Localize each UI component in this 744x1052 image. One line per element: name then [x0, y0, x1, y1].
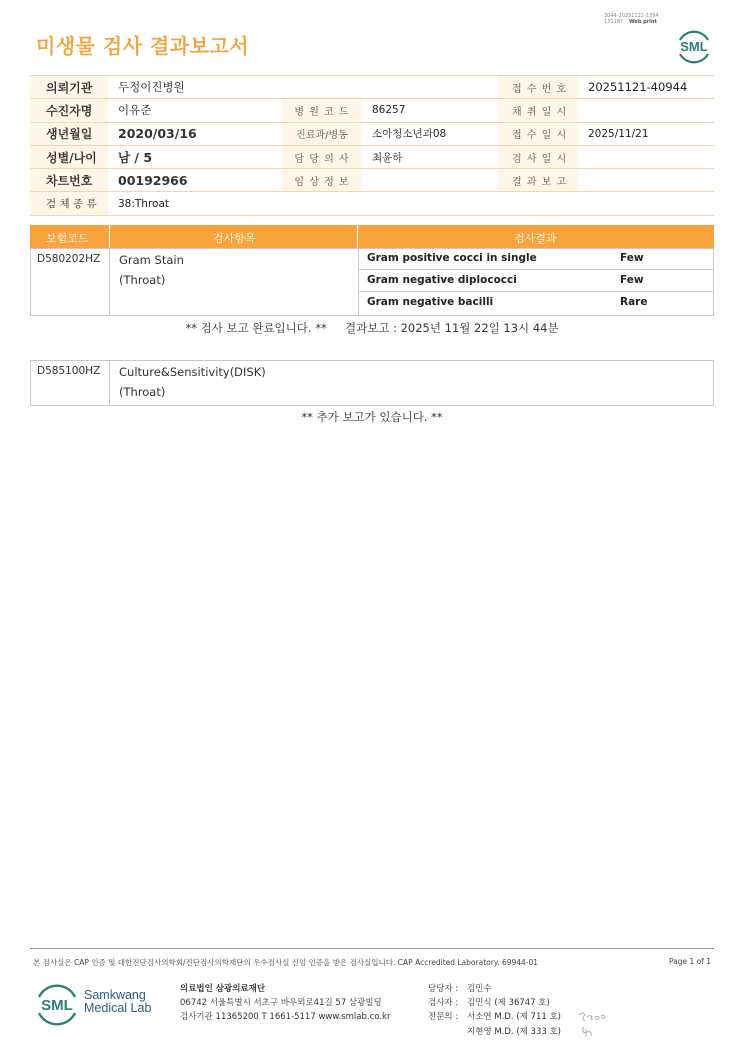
value-sex-age: 남 / 5	[108, 145, 282, 168]
label-accession-no: 접 수 번 호	[498, 76, 578, 99]
brand-line1: Samkwang	[84, 988, 146, 1002]
staff-name: 지현영 M.D. (제 333 호)	[467, 1027, 562, 1037]
label-doctor: 담 당 의 사	[282, 145, 362, 168]
value-hospital-code: 86257	[362, 99, 498, 122]
staff-name: 김민식 (제 36747 호)	[467, 998, 550, 1008]
info-row	[30, 122, 714, 145]
org-address: 06742 서울특별시 서초구 바우뫼로41길 57 삼광빌딩	[180, 998, 382, 1008]
web-print-label: Web print	[629, 19, 657, 25]
value-patient-name: 이유준	[108, 99, 282, 122]
value-requesting-org: 두정이진병원	[108, 76, 282, 99]
value-chart-no: 00192966	[108, 169, 282, 192]
logo-text: SML	[680, 39, 708, 54]
accreditation-text: 본 검사실은 CAP 인증 및 대한진단검사의학회/진단검사의학재단의 우수검사실 신임 인증을 받은 검사실입니다. CAP Accredited Laboratory. 69944-01	[33, 958, 539, 967]
label-requesting-org: 의뢰기관	[30, 76, 108, 99]
label-clinical-info: 임 상 정 보	[282, 169, 362, 192]
staff-role: 검사자 :	[428, 998, 459, 1008]
sml-logo-icon	[674, 26, 714, 66]
label-department: 진료과/병동	[282, 122, 362, 145]
test2-report-note: ** 추가 보고가 있습니다. **	[301, 410, 443, 424]
print-info	[604, 13, 659, 25]
org-name: 의료법인 삼광의료재단	[180, 984, 266, 994]
label-test-date: 검 사 일 시	[498, 145, 578, 168]
signature-icon	[575, 1007, 609, 1041]
header-test-result: 검사결과	[514, 232, 557, 245]
result-name: Gram negative diplococci	[367, 274, 517, 286]
info-row	[30, 99, 714, 122]
label-birth-date: 생년월일	[30, 122, 108, 145]
label-collection-date: 채 취 일 시	[498, 99, 578, 122]
value-clinical-info	[362, 169, 498, 192]
info-row	[30, 76, 714, 99]
result-name: Gram positive cocci in single	[367, 252, 537, 264]
result-value: Few	[620, 274, 644, 286]
result-row	[358, 292, 714, 313]
print-id-line1: 3044-20251122-1354	[604, 13, 659, 19]
org-contact: 검사기관 11365200 T 1661-5117 www.smlab.co.kr	[180, 1012, 391, 1022]
result-row	[358, 270, 714, 292]
label-sex-age: 성별/나이	[30, 145, 108, 168]
header-insurance-code: 보험코드	[46, 232, 89, 245]
value-doctor: 최윤하	[362, 145, 498, 168]
result-name: Gram negative bacilli	[367, 296, 494, 308]
page-number: Page 1 of 1	[669, 957, 712, 966]
patient-info-table	[30, 75, 714, 216]
result-value: Few	[620, 252, 644, 264]
staff-role: 전문의 :	[428, 1012, 459, 1022]
staff-role: 담당자 :	[428, 984, 459, 994]
header-divider	[357, 225, 358, 248]
print-id-line2: 131187	[604, 19, 624, 25]
value-received-date: 2025/11/21	[578, 122, 714, 145]
label-result-report: 결 과 보 고	[498, 169, 578, 192]
test1-specimen: (Throat)	[119, 273, 166, 287]
label-hospital-code: 병 원 코 드	[282, 99, 362, 122]
footer-divider	[30, 948, 714, 949]
info-row	[30, 169, 714, 192]
header-divider	[109, 225, 110, 248]
column-divider	[109, 248, 110, 315]
report-title: 미생물 검사 결과보고서	[36, 34, 250, 58]
test1-code: D580202HZ	[37, 253, 101, 265]
info-row	[30, 145, 714, 168]
value-collection-date	[578, 99, 714, 122]
header-test-item: 검사항목	[213, 232, 256, 245]
info-row	[30, 192, 714, 215]
value-accession-no: 20251121-40944	[578, 76, 714, 99]
value-department: 소아청소년과08	[362, 122, 498, 145]
test1-item: Gram Stain	[119, 253, 184, 267]
label-patient-name: 수진자명	[30, 99, 108, 122]
label-received-date: 접 수 일 시	[498, 122, 578, 145]
brand-name	[84, 989, 151, 1015]
footer-logo-text: SML	[41, 997, 73, 1014]
test2-specimen: (Throat)	[119, 385, 166, 399]
test2-item: Culture&Sensitivity(DISK)	[119, 365, 266, 379]
brand-line2: Medical Lab	[84, 1001, 152, 1015]
result-value: Rare	[620, 296, 648, 308]
results-header	[30, 225, 714, 248]
column-divider	[109, 360, 110, 405]
staff-name: 김민수	[467, 984, 492, 994]
test1-report-note: ** 검사 보고 완료입니다. ** 결과보고 : 2025년 11월 22일 13시 44분	[185, 321, 559, 335]
label-chart-no: 차트번호	[30, 169, 108, 192]
label-empty	[282, 76, 362, 99]
sml-logo-icon	[34, 981, 80, 1027]
result-row	[358, 248, 714, 270]
value-result-report	[578, 169, 714, 192]
value-test-date	[578, 145, 714, 168]
staff-name: 서소연 M.D. (제 711 호)	[467, 1012, 562, 1022]
value-birth-date: 2020/03/16	[108, 122, 282, 145]
test2-code: D585100HZ	[37, 365, 101, 377]
label-specimen-type: 검 체 종 류	[30, 192, 108, 215]
value-specimen-type: 38:Throat	[108, 192, 714, 215]
value-empty	[362, 76, 498, 99]
